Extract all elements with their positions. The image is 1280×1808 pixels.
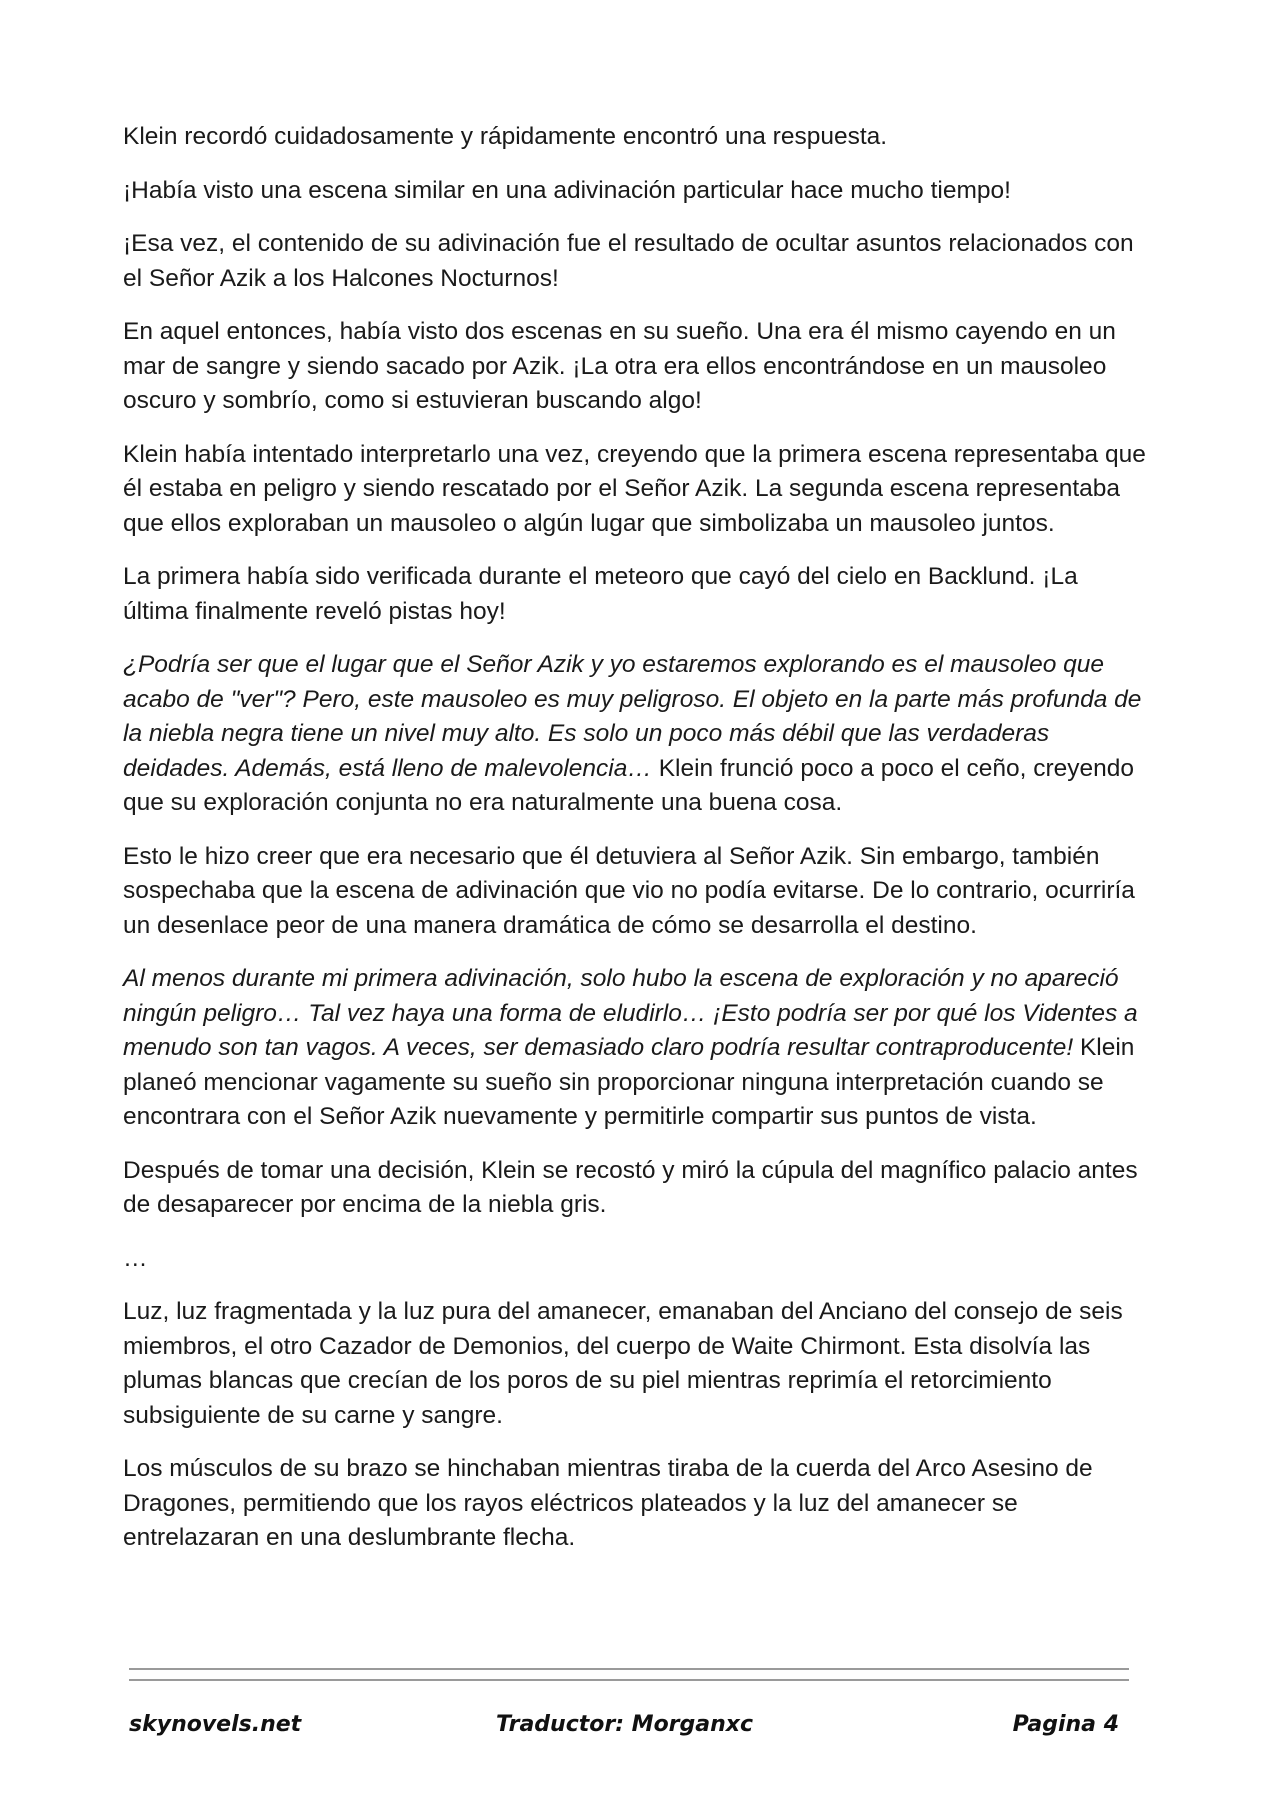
text-run: ¡Esa vez, el contenido de su adivinación fue el resultado de ocultar asuntos relacionados con el Señor Azik a los Halcones Nocturnos!: [123, 230, 1134, 292]
text-run: La primera había sido verificada durante el meteoro que cayó del cielo en Backlund. ¡La última finalmente reveló pistas hoy!: [123, 563, 1078, 625]
paragraph: [123, 315, 1148, 419]
footer-page-number: Pagina 4: [1012, 1712, 1119, 1737]
paragraph: [123, 174, 1148, 209]
divider-line: [129, 1668, 1129, 1670]
paragraph: [123, 120, 1148, 155]
text-run: …: [123, 1244, 148, 1272]
text-run: Esto le hizo creer que era necesario que él detuviera al Señor Azik. Sin embargo, también sospechaba que la escena de adivinación que vio no podía evitarse. De lo contrario, ocurriría un desenlace peor de una manera dramática de cómo se desarrolla el destino.: [123, 842, 1135, 939]
text-run: Klein recordó cuidadosamente y rápidamente encontró una respuesta.: [123, 123, 888, 150]
italic-text: Al menos durante mi primera adivinación, solo hubo la escena de exploración y no apareció ningún peligro… Tal vez haya una forma de eludirlo… ¡Esto podría ser por qué los Videntes a menudo son tan vagos. A veces, ser demasiado claro podría resultar contraproducente!: [123, 965, 1138, 1061]
paragraph: [123, 1295, 1148, 1433]
body-text: [123, 120, 1148, 1575]
paragraph: [123, 560, 1148, 629]
text-run: Luz, luz fragmentada y la luz pura del amanecer, emanaban del Anciano del consejo de seis miembros, el otro Cazador de Demonios, del cuerpo de Waite Chirmont. Esta disolvía las plumas blancas que crecían de los poros de su piel mientras reprimía el retorcimiento subsiguiente de su carne y sangre.: [123, 1298, 1123, 1429]
text-run: Klein frunció poco a poco el ceño, creyendo que su exploración conjunta no era naturalmente una buena cosa.: [123, 754, 1135, 816]
text-run: En aquel entonces, había visto dos escenas en su sueño. Una era él mismo cayendo en un mar de sangre y siendo sacado por Azik. ¡La otra era ellos encontrándose en un mausoleo oscuro y sombrío, como si estuvieran buscando algo!: [123, 318, 1116, 414]
footer-site: skynovels.net: [129, 1712, 302, 1737]
divider-line: [129, 1679, 1129, 1681]
paragraph: [123, 438, 1148, 542]
text-run: ¡Había visto una escena similar en una adivinación particular hace mucho tiempo!: [123, 176, 1011, 204]
text-run: Klein planeó mencionar vagamente su sueño sin proporcionar ninguna interpretación cuando se encontrara con el Señor Azik nuevamente y permitirle compartir sus puntos de vista.: [123, 1034, 1135, 1130]
paragraph: [123, 840, 1148, 944]
footer-translator: Traductor: Morganxc: [496, 1712, 754, 1737]
paragraph: [123, 1154, 1148, 1223]
text-run: Después de tomar una decisión, Klein se recostó y miró la cúpula del magnífico palacio antes de desaparecer por encima de la niebla gris.: [123, 1156, 1138, 1218]
text-run: Klein había intentado interpretarlo una vez, creyendo que la primera escena representaba que él estaba en peligro y siendo rescatado por el Señor Azik. La segunda escena representaba que ellos exploraban un mausoleo o algún lugar que simbolizaba un mausoleo juntos.: [123, 440, 1146, 537]
paragraph: [123, 1242, 1148, 1277]
paragraph: [123, 227, 1148, 296]
paragraph: [123, 962, 1148, 1135]
paragraph: [123, 1452, 1148, 1556]
footer-divider: [129, 1668, 1129, 1690]
italic-text: ¿Podría ser que el lugar que el Señor Azik y yo estaremos explorando es el mausoleo que acabo de "ver"? Pero, este mausoleo es muy peligroso. El objeto en la parte más profunda de la niebla negra tiene un nivel muy alto. Es solo un poco más débil que las verdaderas deidades. Además, está lleno de malevolencia…: [123, 651, 1142, 782]
page-footer: [129, 1712, 1119, 1752]
text-run: Los músculos de su brazo se hinchaban mientras tiraba de la cuerda del Arco Asesino de Dragones, permitiendo que los rayos eléctricos plateados y la luz del amanecer se entrelazaran en una deslumbrante flecha.: [123, 1455, 1093, 1551]
paragraph: [123, 648, 1148, 821]
